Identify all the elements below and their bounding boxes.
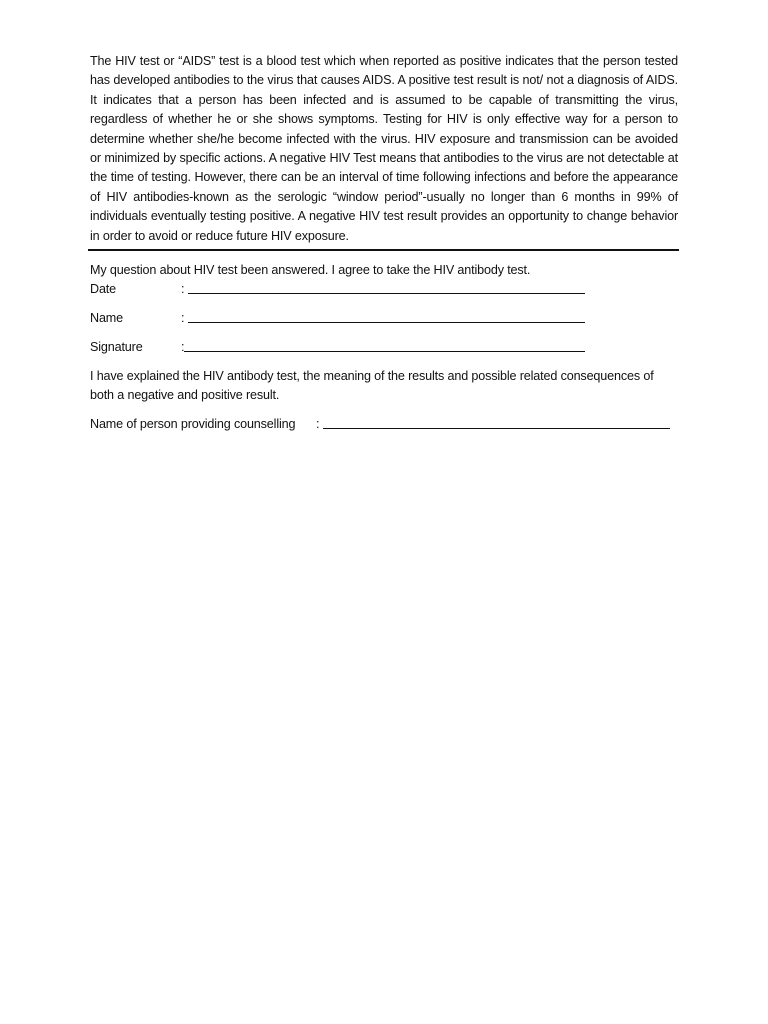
counsellor-name-input-line[interactable] (323, 416, 670, 429)
hiv-test-information-paragraph: The HIV test or “AIDS” test is a blood test which when reported as positive indicates that the person tested has developed antibodies to the virus that causes AIDS. A positive test result is not/ not a diagnosis of AIDS. It indicates that a person has been infected and is assumed to be capable of transmitting the virus, regardless of whether he or she shows symptoms. Testing for HIV is only effective way for a person to determine whether she/he become infected with the virus. HIV exposure and transmission can be avoided or minimized by specific actions. A negative HIV Test means that antibodies to the virus are not detectable at the time of testing. However, there can be an interval of time following infections and before the appearance of HIV antibodies-known as the serologic “window period”-usually no longer than 6 months in 99% of individuals eventually testing positive. A negative HIV test result provides an opportunity to change behavior in order to avoid or reduce future HIV exposure. (90, 54, 678, 243)
form-content (90, 52, 678, 434)
section-divider (88, 249, 679, 251)
signature-input-line[interactable] (184, 339, 585, 352)
counsellor-name-field (90, 415, 678, 434)
counsellor-name-label: Name of person providing counselling (90, 417, 296, 432)
name-input-line[interactable] (188, 310, 585, 323)
signature-field (90, 338, 678, 367)
date-colon: : (181, 282, 185, 297)
date-input-line[interactable] (188, 281, 585, 294)
name-colon: : (181, 311, 185, 326)
date-field (90, 280, 678, 309)
name-field (90, 309, 678, 338)
counsellor-name-colon: : (316, 417, 320, 432)
name-label: Name (90, 311, 123, 326)
date-label: Date (90, 282, 117, 297)
signature-label: Signature (90, 340, 143, 355)
signature-colon: : (181, 340, 185, 355)
agreement-statement: My question about HIV test been answered. I agree to take the HIV antibody test. (90, 263, 531, 278)
counsellor-statement: I have explained the HIV antibody test, the meaning of the results and possible related consequences of both a negative and positive result. (90, 369, 654, 403)
